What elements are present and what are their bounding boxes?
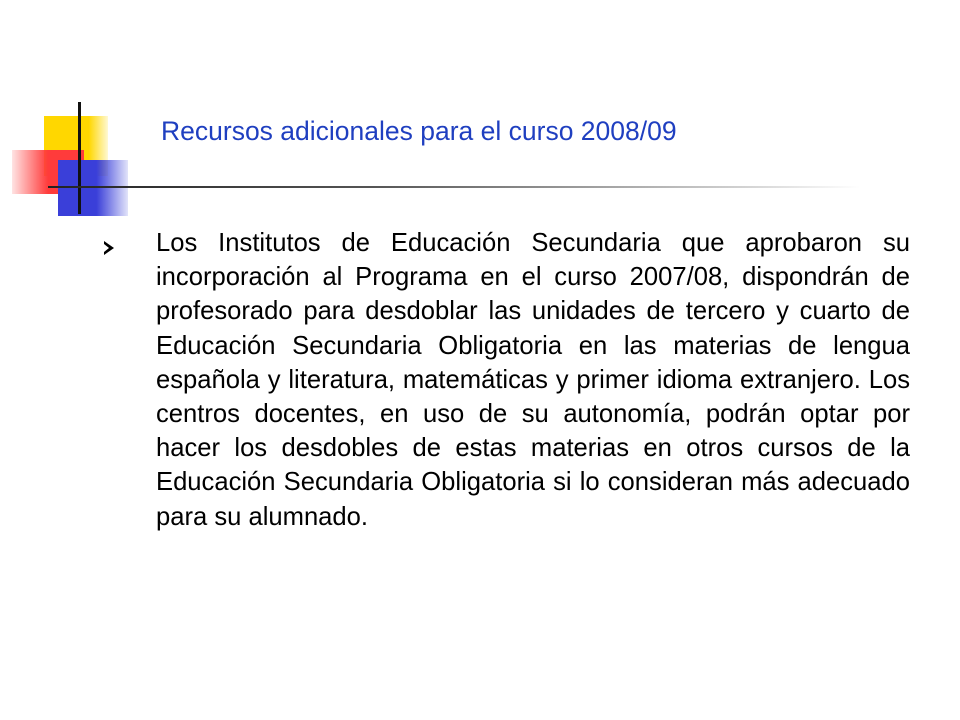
vertical-line-decoration — [78, 102, 81, 214]
blue-square-decoration — [58, 160, 128, 216]
arrow-bullet-icon — [104, 241, 114, 255]
title-underline — [48, 186, 860, 188]
slide-title: Recursos adicionales para el curso 2008/09 — [161, 116, 677, 146]
bullet-text: Los Institutos de Educación Secundaria que aprobaron su incorporación al Programa en el curso 2007/08, dispondrán de profesorado para desdoblar las unidades de tercero y cuarto de Educación Secundaria Obligatoria en las materias de lengua española y literatura, matemáticas y primer idioma extranjero. Los centros docentes, en uso de su autonomía, podrán optar por hacer los desdobles de estas materias en otros cursos de la Educación Secundaria Obligatoria si lo consideran más adecuado para su alumnado. — [156, 229, 910, 531]
